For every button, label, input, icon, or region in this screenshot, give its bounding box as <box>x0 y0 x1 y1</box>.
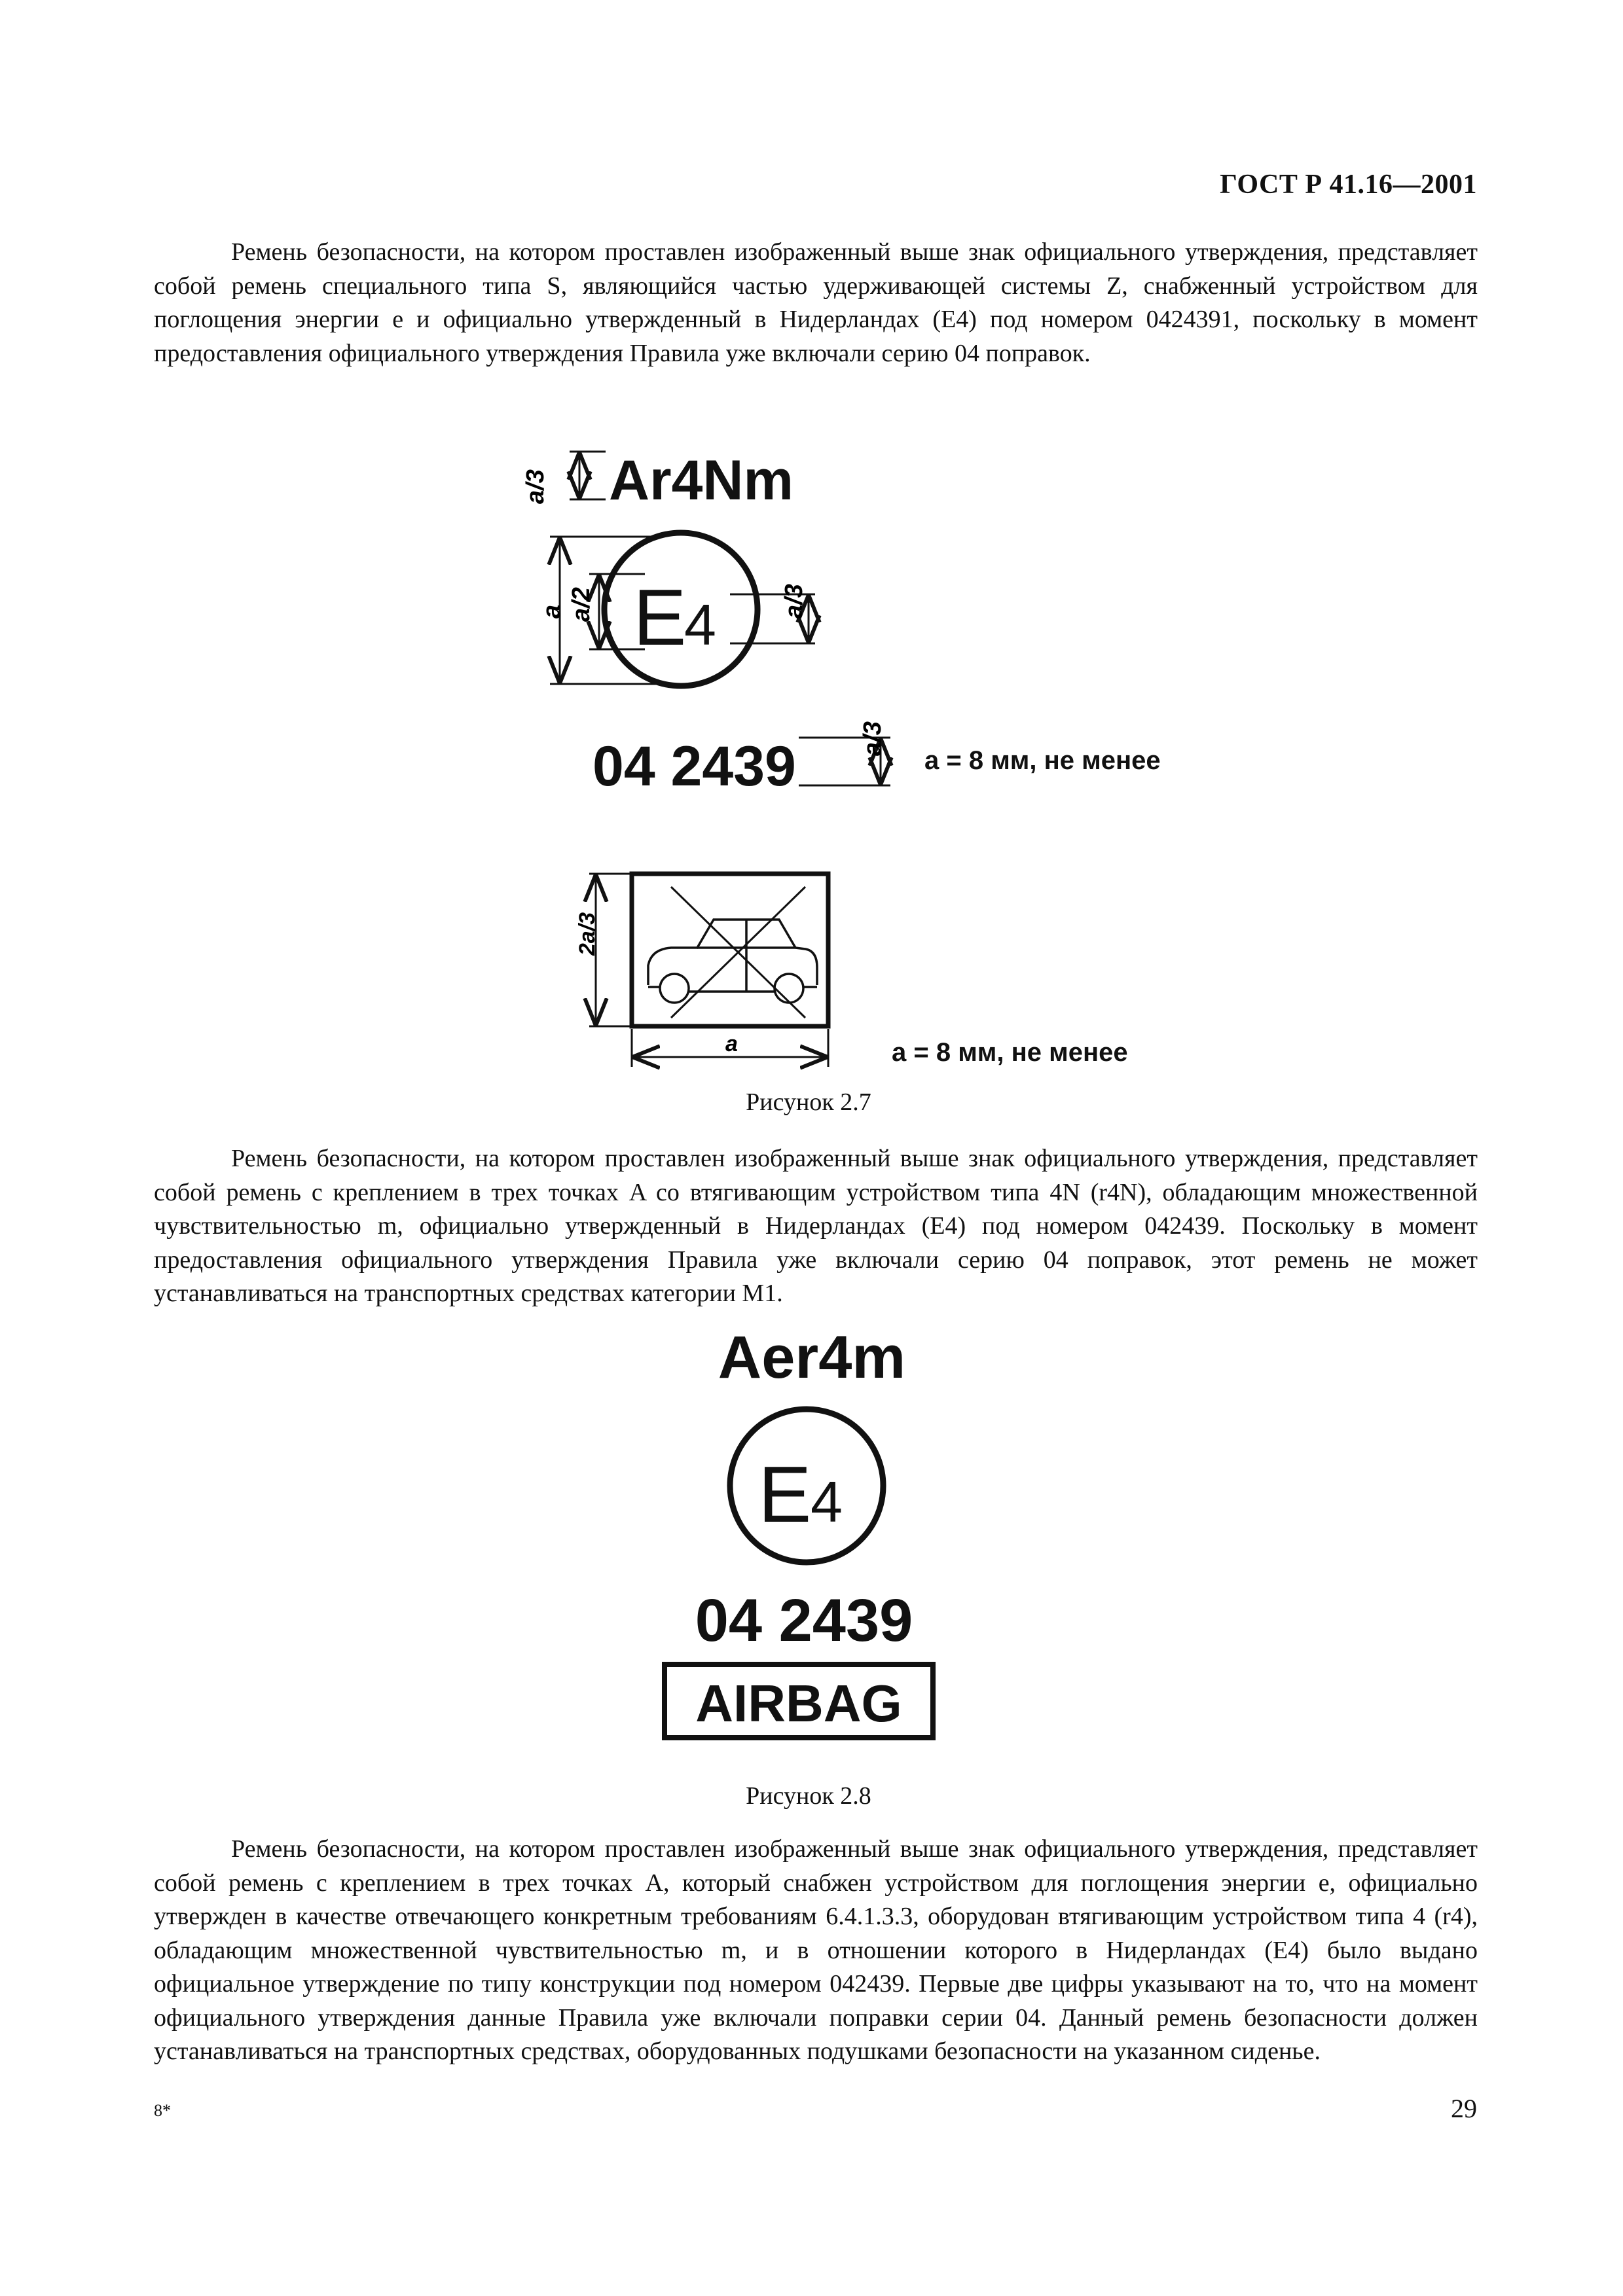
figure-2-8-caption: Рисунок 2.8 <box>746 1782 871 1810</box>
sheet-mark: 8* <box>154 2101 171 2120</box>
paragraph-1-text: Ремень безопасности, на котором проставлен изображенный выше знак официального утверждения, представляет собой ремень специального типа S, являющийся частью удерживающей системы Z, снабженный устройством для поглощения энергии e и официально утвержденный в Нидерландах (E4) под номером 0424391, поскольку в момент предоставления официального утверждения Правила уже включали серию 04 поправок. <box>154 238 1478 367</box>
paragraph-3 <box>154 1833 1478 2069</box>
airbag-label: AIRBAG <box>695 1674 902 1732</box>
vehicle-pictogram <box>556 857 884 1080</box>
figure-2-8-approval-mark <box>642 1306 982 1764</box>
dim-a-third-right: a/3 <box>780 584 808 619</box>
paragraph-2-text: Ремень безопасности, на котором проставлен изображенный выше знак официального утверждения, представляет собой ремень с креплением в трех точках A со втягивающим устройством типа 4N (r4N), обладающим множественной чувствительностью m, официально утвержденный в Нидерландах (E4) под номером 042439. Поскольку в момент предоставления официального утверждения Правила уже включали серию 04 поправок, этот ремень не может устанавливаться на транспортных средствах категории M1. <box>154 1145 1478 1307</box>
dim-a-half: a/2 <box>568 587 595 622</box>
circle-letter-e: E <box>633 573 687 662</box>
dim-two-a-third: 2a/3 <box>575 912 600 956</box>
circle-number-2: 4 <box>811 1469 843 1534</box>
mark-top-text-2: Aer4m <box>718 1324 906 1391</box>
dim-a-width: a <box>725 1031 738 1056</box>
page-header: ГОСТ Р 41.16—2001 <box>1220 170 1477 200</box>
page-number: 29 <box>1451 2094 1477 2123</box>
dim-a-third-top: a/3 <box>522 469 549 504</box>
circle-number: 4 <box>684 592 716 657</box>
size-note-1: a = 8 мм, не менее <box>924 746 1161 775</box>
paragraph-3-text: Ремень безопасности, на котором проставлен изображенный выше знак официального утверждения, представляет собой ремень с креплением в трех точках A, который снабжен устройством для поглощения энергии e, официально утвержден в качестве отвечающего конкретным требованиям 6.4.1.3.3, оборудован втягивающим устройством типа 4 (r4), обладающим множественной чувствительностью m, и в отношении которого в Нидерландах (E4) было выдано официальное утверждение по типу конструкции под номером 042439. Первые две цифры указывают на то, что на момент официального утверждения данные Правила уже включали поправки серии 04. Данный ремень безопасности должен устанавливаться на транспортных средствах, оборудованных подушками безопасности на указанном сиденье. <box>154 1835 1478 2065</box>
approval-number-2: 04 2439 <box>695 1587 913 1654</box>
paragraph-1 <box>154 236 1478 370</box>
mark-top-text: Ar4Nm <box>609 449 793 512</box>
dim-a: a <box>538 604 566 619</box>
dim-a-third-bottom: a/3 <box>859 721 886 756</box>
figure-2-7-caption: Рисунок 2.7 <box>746 1088 871 1116</box>
paragraph-2 <box>154 1142 1478 1311</box>
circle-letter-e-2: E <box>758 1450 812 1539</box>
size-note-2: a = 8 мм, не менее <box>892 1038 1128 1067</box>
approval-number: 04 2439 <box>593 735 796 798</box>
